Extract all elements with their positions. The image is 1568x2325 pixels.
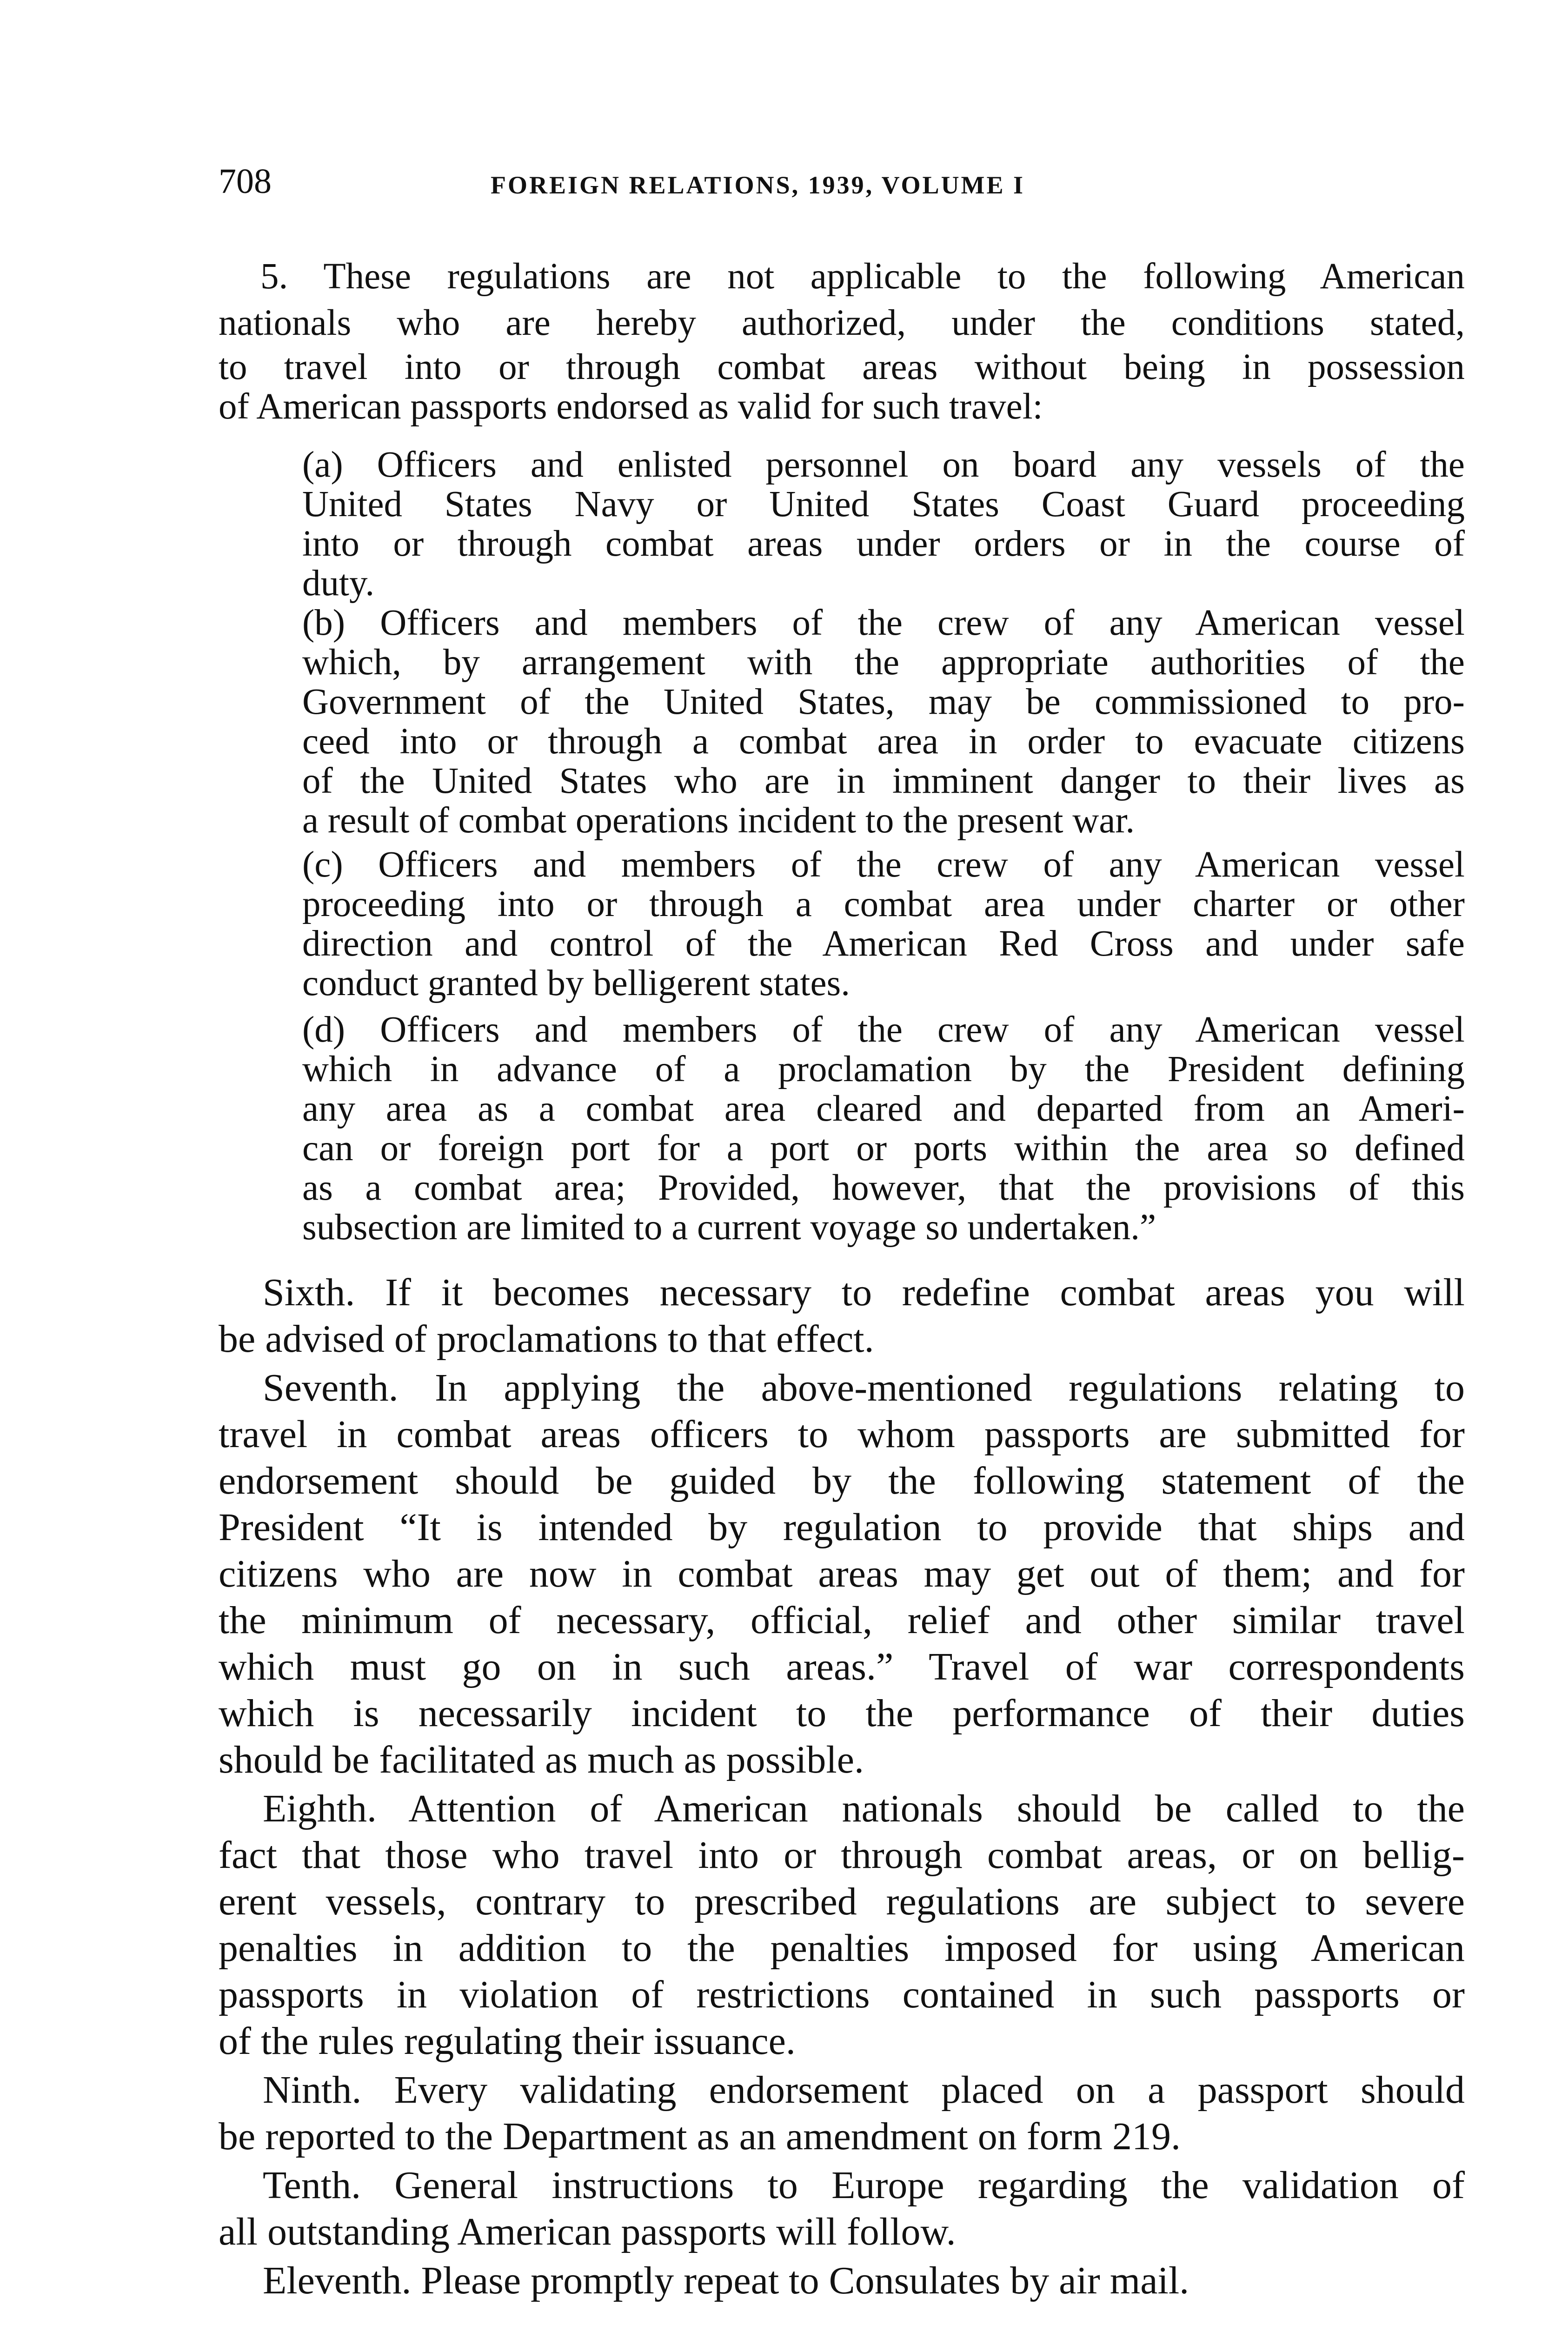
subsection-c-line-4: conduct granted by belligerent states. (302, 963, 850, 1003)
para5-line-2: nationals who are hereby authorized, under the conditions stated, (219, 303, 1465, 343)
seventh-line-2: travel in combat areas officers to whom passports are submitted for (219, 1413, 1465, 1456)
seventh-line-1: Seventh. In applying the above-mentioned regulations relating to (263, 1366, 1465, 1409)
sixth-line-2: be advised of proclamations to that effect. (219, 1317, 874, 1361)
subsection-d-line-5: as a combat area; Provided, however, that the provisions of this (302, 1168, 1465, 1208)
eleventh-line-1: Eleventh. Please promptly repeat to Consulates by air mail. (263, 2259, 1189, 2302)
seventh-line-7: which must go on in such areas.” Travel of war correspondents (219, 1645, 1465, 1688)
subsection-a-line-2: United States Navy or United States Coast Guard proceeding (302, 484, 1465, 525)
seventh-line-9: should be facilitated as much as possible. (219, 1738, 864, 1781)
subsection-c-line-3: direction and control of the American Red Cross and under safe (302, 923, 1465, 964)
subsection-d-line-4: can or foreign port for a port or ports within the area so defined (302, 1128, 1465, 1169)
subsection-d-line-2: which in advance of a proclamation by the President defining (302, 1049, 1465, 1089)
subsection-b-line-6: a result of combat operations incident to the present war. (302, 800, 1135, 841)
tenth-line-2: all outstanding American passports will follow. (219, 2210, 956, 2253)
tenth-line-1: Tenth. General instructions to Europe regarding the validation of (263, 2164, 1465, 2207)
subsection-b-line-3: Government of the United States, may be commissioned to pro- (302, 682, 1465, 722)
subsection-c-line-2: proceeding into or through a combat area under charter or other (302, 884, 1465, 924)
subsection-a-line-4: duty. (302, 563, 375, 604)
subsection-d-line-3: any area as a combat area cleared and departed from an Ameri- (302, 1089, 1465, 1129)
eighth-line-3: erent vessels, contrary to prescribed regulations are subject to severe (219, 1880, 1465, 1923)
para5-line-1: 5. These regulations are not applicable to the following American (260, 256, 1465, 297)
subsection-d-line-1: (d) Officers and members of the crew of any American vessel (302, 1010, 1465, 1050)
sixth-line-1: Sixth. If it becomes necessary to redefine combat areas you will (263, 1271, 1465, 1314)
running-head: FOREIGN RELATIONS, 1939, VOLUME I (491, 171, 1025, 199)
subsection-b-line-5: of the United States who are in imminent danger to their lives as (302, 761, 1465, 801)
eighth-line-4: penalties in addition to the penalties imposed for using American (219, 1926, 1465, 1970)
subsection-a-line-1: (a) Officers and enlisted personnel on board any vessels of the (302, 445, 1465, 485)
eighth-line-6: of the rules regulating their issuance. (219, 2019, 796, 2063)
subsection-b-line-2: which, by arrangement with the appropriate authorities of the (302, 642, 1465, 683)
eighth-line-5: passports in violation of restrictions contained in such passports or (219, 1973, 1465, 2016)
eighth-line-2: fact that those who travel into or through combat areas, or on bellig- (219, 1833, 1465, 1877)
seventh-line-6: the minimum of necessary, official, relief and other similar travel (219, 1599, 1465, 1642)
subsection-b-line-1: (b) Officers and members of the crew of any American vessel (302, 603, 1465, 643)
seventh-line-3: endorsement should be guided by the following statement of the (219, 1459, 1465, 1502)
subsection-d-line-6: subsection are limited to a current voyage so undertaken.” (302, 1207, 1156, 1248)
subsection-a-line-3: into or through combat areas under orders or in the course of (302, 524, 1465, 564)
para5-line-3: to travel into or through combat areas without being in possession (219, 347, 1465, 387)
seventh-line-8: which is necessarily incident to the performance of their duties (219, 1692, 1465, 1735)
seventh-line-4: President “It is intended by regulation to provide that ships and (219, 1506, 1465, 1549)
para5-line-4: of American passports endorsed as valid for such travel: (219, 386, 1043, 427)
eighth-line-1: Eighth. Attention of American nationals should be called to the (263, 1787, 1465, 1830)
ninth-line-2: be reported to the Department as an amendment on form 219. (219, 2115, 1181, 2158)
subsection-c-line-1: (c) Officers and members of the crew of any American vessel (302, 844, 1465, 885)
seventh-line-5: citizens who are now in combat areas may get out of them; and for (219, 1552, 1465, 1595)
running-header (219, 156, 1474, 207)
ninth-line-1: Ninth. Every validating endorsement placed on a passport should (263, 2068, 1465, 2112)
subsection-b-line-4: ceed into or through a combat area in order to evacuate citizens (302, 721, 1465, 762)
page-number: 708 (219, 162, 272, 201)
